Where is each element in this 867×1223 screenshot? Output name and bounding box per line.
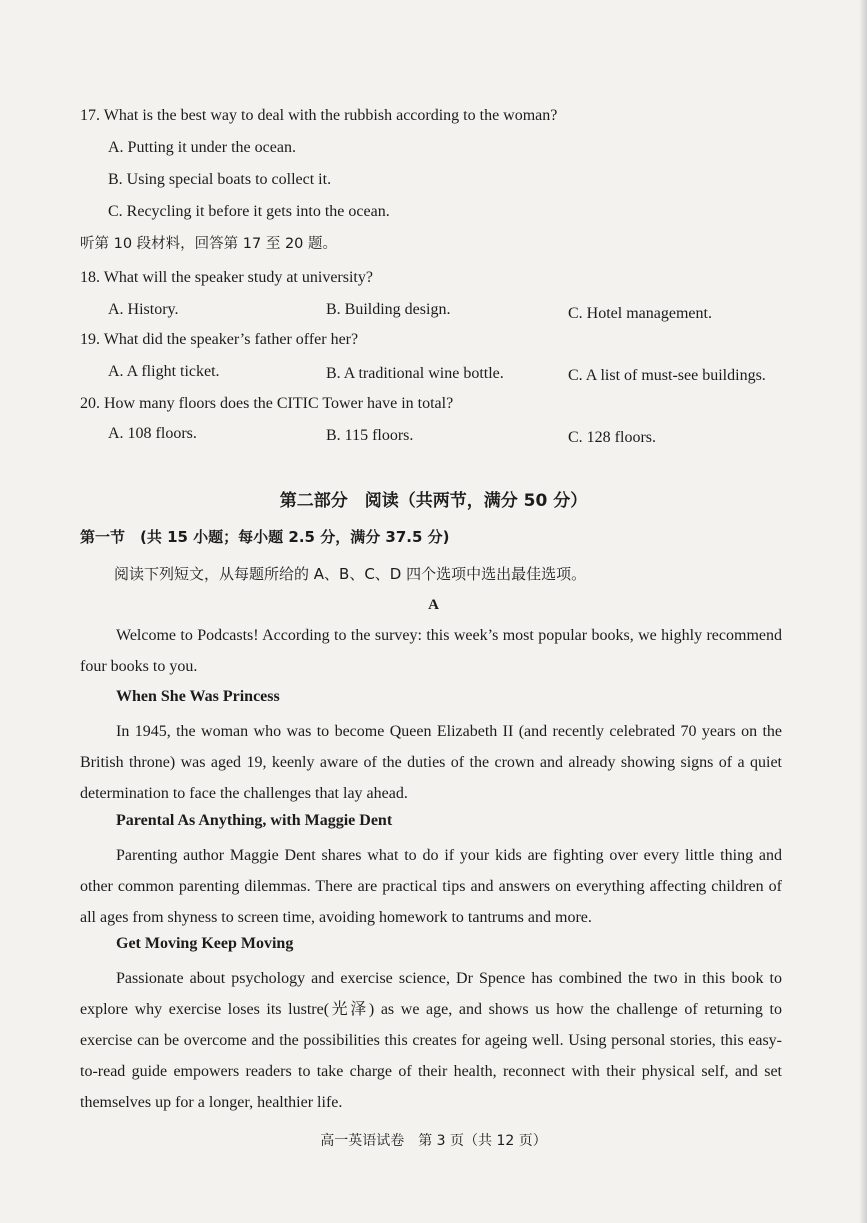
- q17-option-c: C. Recycling it before it gets into the ocean.: [108, 203, 390, 220]
- q19-option-c: C. A list of must-see buildings.: [568, 367, 766, 384]
- reading-instruction: 阅读下列短文，从每题所给的 A、B、C、D 四个选项中选出最佳选项。: [114, 565, 587, 583]
- book-2-description: Parenting author Maggie Dent shares what to do if your kids are fighting over every little thing and other common parenting dilemmas. There are practical tips and answers on everything affecting children of all ages from shyness to screen time, avoiding homework to tantrums and more.: [80, 847, 782, 926]
- book-3-title: Get Moving Keep Moving: [116, 935, 294, 952]
- book-1-title: When She Was Princess: [116, 688, 280, 705]
- section-one-heading: 第一节 (共 15 小题；每小题 2.5 分，满分 37.5 分): [80, 528, 450, 546]
- q18-option-c: C. Hotel management.: [568, 305, 712, 322]
- part-two-title: 第二部分 阅读（共两节，满分 50 分）: [279, 491, 588, 511]
- passage-intro: Welcome to Podcasts! According to the survey: this week’s most popular books, we highly recommend four books to you.: [80, 627, 782, 675]
- book-1-description: In 1945, the woman who was to become Queen Elizabeth II (and recently celebrated 70 years on the British throne) was aged 19, keenly aware of the duties of the crown and already showing signs of a quiet determination to face the challenges that lay ahead.: [80, 723, 782, 802]
- page-edge-shadow: [859, 0, 867, 1223]
- q20-option-b: B. 115 floors.: [326, 427, 414, 444]
- question-19: 19. What did the speaker’s father offer her?: [80, 331, 359, 348]
- q18-option-b: B. Building design.: [326, 301, 451, 318]
- q17-option-b: B. Using special boats to collect it.: [108, 171, 332, 188]
- q20-option-a: A. 108 floors.: [108, 425, 197, 442]
- q17-option-a: A. Putting it under the ocean.: [108, 139, 296, 156]
- book-3-description: Passionate about psychology and exercise science, Dr Spence has combined the two in this book to explore why exercise loses its lustre(光泽) as we age, and shows us how the challenge of returning to exercise can be overcome and the possibilities this creates for ageing well. Using personal stories, this easy-to-read guide empowers readers to take charge of their health, reconnect with their physical self, and set themselves up for a longer, healthier life.: [80, 970, 782, 1111]
- q19-option-b: B. A traditional wine bottle.: [326, 365, 504, 382]
- q20-option-c: C. 128 floors.: [568, 429, 656, 446]
- passage-label: A: [428, 597, 439, 613]
- book-2-title: Parental As Anything, with Maggie Dent: [116, 812, 393, 829]
- question-18: 18. What will the speaker study at university?: [80, 269, 373, 286]
- question-20: 20. How many floors does the CITIC Tower have in total?: [80, 395, 454, 412]
- q18-option-a: A. History.: [108, 301, 179, 318]
- question-17: 17. What is the best way to deal with the rubbish according to the woman?: [80, 107, 558, 124]
- listening-instruction: 听第 10 段材料，回答第 17 至 20 题。: [80, 236, 338, 252]
- page-footer: 高一英语试卷 第 3 页（共 12 页）: [320, 1133, 547, 1149]
- q19-option-a: A. A flight ticket.: [108, 363, 220, 380]
